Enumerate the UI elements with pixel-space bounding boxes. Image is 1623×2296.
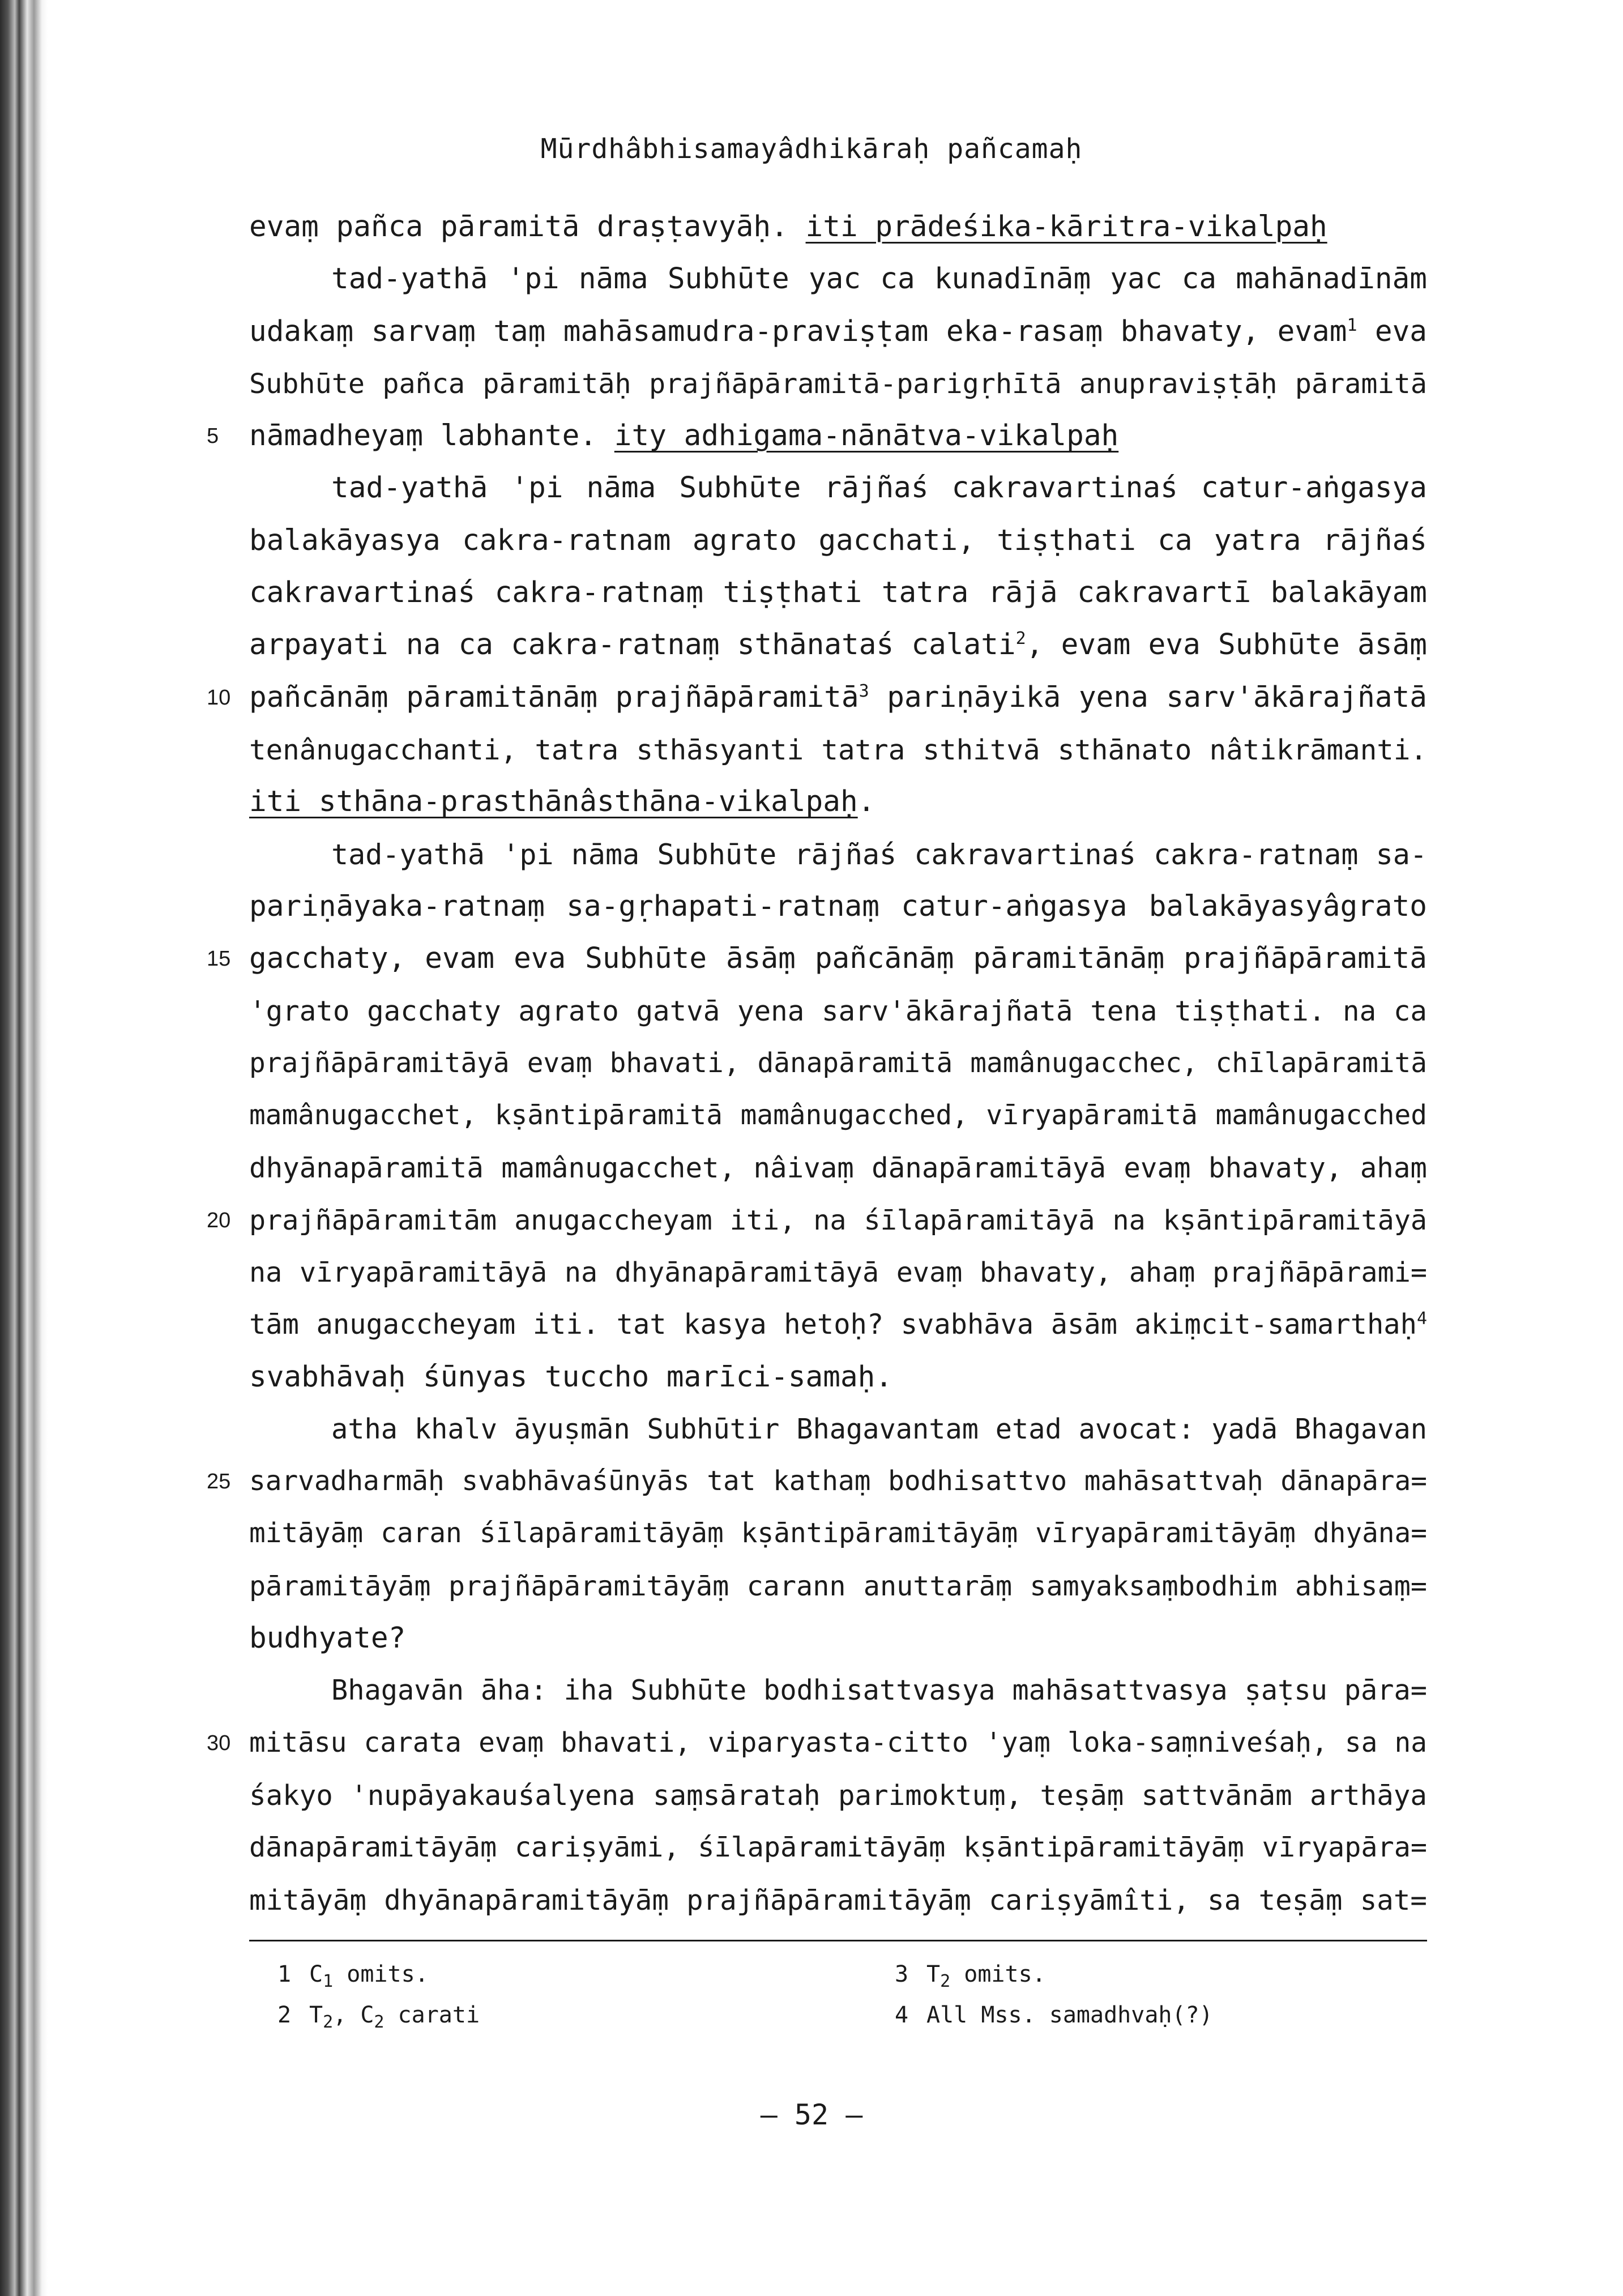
text-span: na vīryapāramitāyā na dhyānapāramitāyā evaṃ bhavaty, ahaṃ prajñāpārami= [249,1256,1427,1288]
text-line [249,1769,1427,1821]
text-span: balakāyasya cakra-ratnam agrato gacchati, tiṣṭhati ca yatra rājñaś [249,523,1427,557]
footnote-number: 2 [277,2002,292,2028]
footnote-row [277,1954,1427,1995]
text-span: C [309,1961,323,1987]
subscript: 2 [323,2012,334,2032]
underlined-phrase: ity adhigama-nānātva-vikalpaḥ [614,419,1119,453]
text-span: pāramitāyāṃ prajñāpāramitāyāṃ carann anuttarāṃ samyaksaṃbodhim abhisaṃ= [249,1570,1427,1602]
text-span: prajñāpāramitām anugaccheyam iti, na śīlapāramitāyā na kṣāntipāramitāyā [249,1204,1427,1236]
text-line [249,1612,1427,1665]
footnotes [277,1954,1427,2035]
subscript: 2 [374,2012,385,2032]
text-span: atha khalv āyuṣmān Subhūtir Bhagavantam etad avocat: yadā Bhagavan [331,1413,1427,1445]
text-line [207,933,1427,985]
text-line [249,724,1427,776]
text-span: carati [384,2002,480,2028]
text-span: , evam eva Subhūte āsāṃ [1026,628,1427,662]
text-line [207,1194,1427,1247]
text-span: sarvadharmāḥ svabhāvaśūnyās tat kathaṃ bodhisattvo mahāsattvaḥ dānapāra= [249,1466,1427,1497]
text-line [249,462,1427,514]
text-span: mamânugacchet, kṣāntipāramitā mamânugacched, vīryapāramitā mamânugacched [249,1100,1427,1132]
text-line [249,1403,1427,1456]
text-span: tad-yathā 'pi nāma Subhūte rājñaś cakravartinaś catur-aṅgasya [331,471,1427,505]
text-line [207,1717,1427,1769]
footnote-marker: 1 [1347,315,1357,335]
text-span: pariṇāyikā yena sarv'ākārajñatā [869,680,1428,714]
text-line [249,201,1427,253]
text-line [249,1874,1427,1926]
line-number: 5 [207,424,219,449]
text-line [249,1090,1427,1142]
line-number: 15 [207,947,231,971]
text-line [249,1665,1427,1717]
text-span: Subhūte pañca pāramitāḥ prajñāpāramitā-parigṛhītā anupraviṣṭāḥ pāramitā [249,368,1427,400]
text-span: tad-yathā 'pi nāma Subhūte rājñaś cakravartinaś cakra-ratnaṃ sa- [331,838,1427,871]
text-line [207,672,1428,724]
text-span: mitāyāṃ dhyānapāramitāyāṃ prajñāpāramitāyāṃ cariṣyāmîti, sa teṣāṃ sat= [249,1883,1427,1917]
text-span: 'grato gacchaty agrato gatvā yena sarv'ākārajñatā tena tiṣṭhati. na ca [249,995,1427,1028]
text-span: pariṇāyaka-ratnaṃ sa-gṛhapati-ratnaṃ catur-aṅgasya balakāyasyâgrato [249,889,1427,923]
text-line [249,253,1427,305]
line-number: 20 [207,1208,231,1232]
running-header: Mūrdhâbhisamayâdhikāraḥ pañcamaḥ [540,133,1083,165]
text-span: , C [333,2002,374,2028]
text-span: mitāyāṃ caran śīlapāramitāyāṃ kṣāntipāramitāyāṃ vīryapāramitāyāṃ dhyāna= [249,1518,1427,1550]
text-span: All Mss. samadhvaḥ(?) [926,2002,1213,2028]
text-span: gacchaty, evam eva Subhūte āsāṃ pañcānāṃ pāramitānāṃ prajñāpāramitā [249,942,1427,976]
text-span: śakyo 'nupāyakauśalyena saṃsārataḥ parimoktuṃ, teṣāṃ sattvānām arthāya [249,1778,1427,1812]
text-line [207,1456,1427,1508]
text-line [249,1508,1427,1560]
footnote-marker: 4 [1416,1309,1427,1329]
text-span: budhyate? [249,1621,406,1655]
text-span: omits. [333,1961,429,1987]
text-line [249,1299,1427,1351]
footnote-number: 1 [277,1961,292,1987]
book-binding-edge [0,0,48,2296]
text-line [207,410,1427,462]
line-number: 30 [207,1731,231,1755]
text-span: prajñāpāramitāyā evaṃ bhavati, dānapāramitā mamânugacchec, chīlapāramitā [249,1047,1427,1079]
text-line [249,1351,1427,1403]
text-span: omits. [950,1961,1046,1987]
subscript: 2 [940,1971,951,1991]
footnote-row [277,1995,1427,2035]
text-span: tad-yathā 'pi nāma Subhūte yac ca kunadīnāṃ yac ca mahānadīnām [331,262,1427,296]
text-span: arpayati na ca cakra-ratnaṃ sthānataś calati [249,628,1016,662]
text-line [249,619,1427,671]
text-span: dhyānapāramitā mamânugacchet, nâivaṃ dānapāramitāyā evaṃ bhavaty, ahaṃ [249,1151,1427,1185]
text-line [249,1247,1427,1299]
footnote [895,1954,1046,1995]
text-span: svabhāvaḥ śūnyas tuccho marīci-samaḥ. [249,1360,893,1394]
text-line [249,776,1427,828]
subscript: 1 [323,1971,334,1991]
text-span: tām anugaccheyam iti. tat kasya hetoḥ? svabhāva āsām akiṃcit-samarthaḥ [249,1309,1417,1341]
footnote-marker: 3 [859,681,869,701]
text-line [249,567,1427,619]
text-span: T [309,2002,323,2028]
text-line [249,1142,1427,1194]
text-line [249,515,1427,567]
page-number: — 52 — [760,2098,863,2131]
body-text [207,201,1428,1926]
text-line [249,985,1427,1037]
footnote-number: 3 [895,1961,909,1987]
footnote [895,1995,1213,2035]
text-span: Bhagavān āha: iha Subhūte bodhisattvasya mahāsattvasya ṣaṭsu pāra= [331,1675,1427,1707]
text-span: evaṃ pañca pāramitā draṣṭavyāḥ. [249,210,806,244]
text-span: eva [1357,314,1427,348]
text-line [249,358,1427,410]
text-span: dānapāramitāyāṃ cariṣyāmi, śīlapāramitāyāṃ kṣāntipāramitāyāṃ vīryapāra= [249,1832,1427,1864]
text-line [249,306,1427,358]
text-span: T [926,1961,941,1987]
text-line [249,881,1427,933]
footnote-rule [249,1940,1427,1941]
footnote-number: 4 [895,2002,909,2028]
text-span: . [857,785,875,819]
footnote-marker: 2 [1015,629,1026,649]
underlined-phrase: iti sthāna-prasthānâsthāna-vikalpaḥ [249,785,858,819]
text-line [249,1821,1427,1873]
text-line [249,829,1427,881]
text-line [249,1560,1427,1612]
text-span: tenânugacchanti, tatra sthāsyanti tatra sthitvā sthānato nâtikrāmanti. [249,733,1427,766]
text-line [249,1038,1427,1090]
text-span: mitāsu carata evaṃ bhavati, viparyasta-citto 'yaṃ loka-saṃniveśaḥ, sa na [249,1727,1427,1759]
text-span: udakaṃ sarvaṃ taṃ mahāsamudra-praviṣṭam eka-rasaṃ bhavaty, evam [249,314,1347,348]
footnote [277,1995,480,2035]
line-number: 10 [207,685,231,710]
line-number: 25 [207,1470,231,1494]
text-span: cakravartinaś cakra-ratnaṃ tiṣṭhati tatra rājā cakravartī balakāyam [249,576,1427,610]
text-span: nāmadheyaṃ labhante. [249,419,614,453]
text-span: pañcānāṃ pāramitānāṃ prajñāpāramitā [249,680,859,714]
underlined-phrase: iti prādeśika-kāritra-vikalpaḥ [805,210,1327,244]
footnote [277,1954,429,1995]
